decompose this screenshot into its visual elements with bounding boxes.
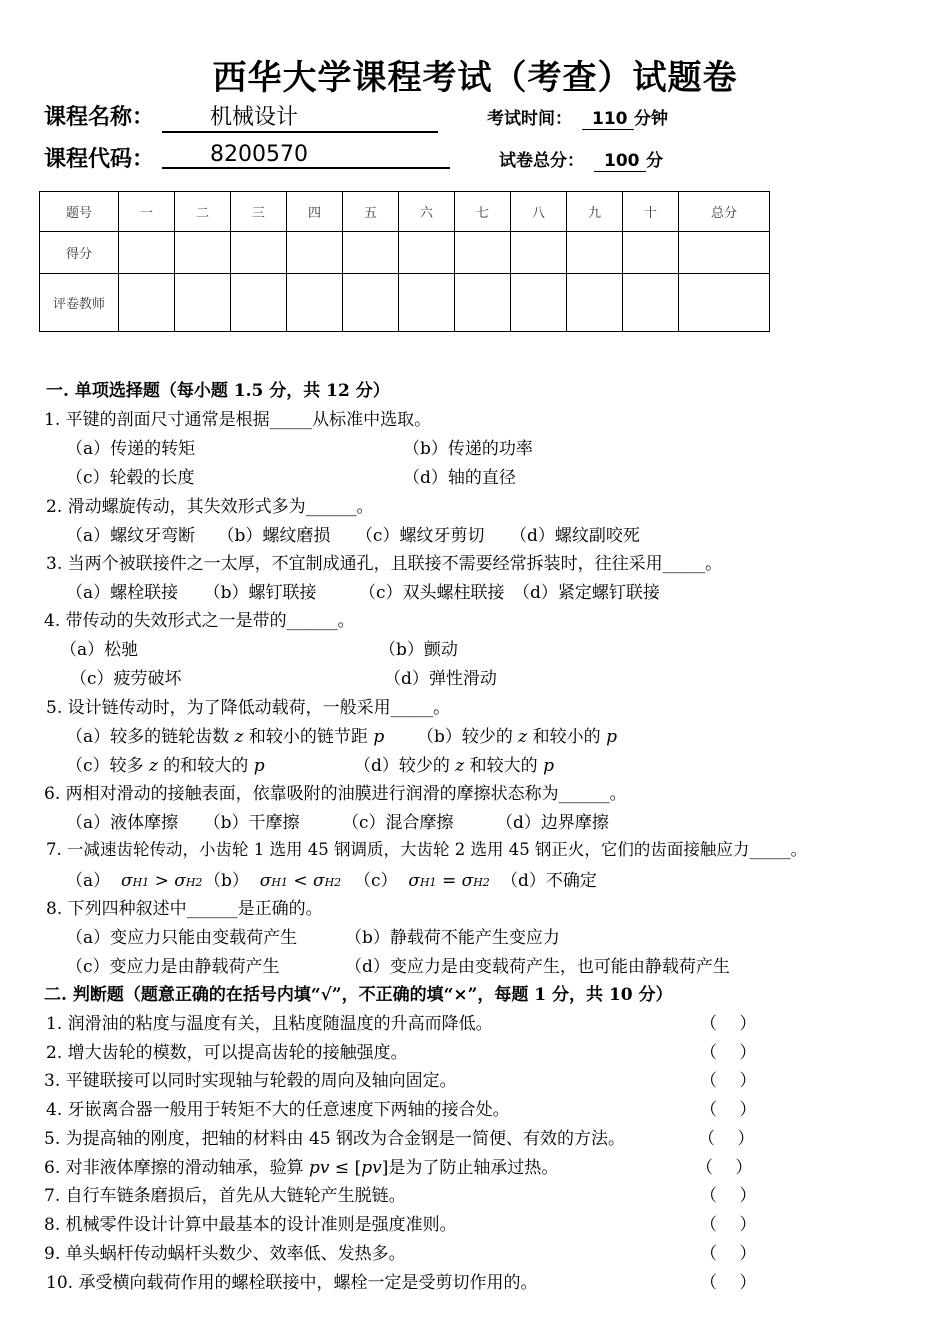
course-code-value: 8200570: [162, 142, 450, 169]
grader-cell: [679, 274, 770, 332]
judge-item-4: 4. 牙嵌离合器一般用于转矩不大的任意速度下两轴的接合处。: [46, 1100, 510, 1120]
q7-option-a: （a） σH1 > σH2: [66, 871, 203, 891]
q6-options: （a）液体摩擦 （b）干摩擦 （c）混合摩擦 （d）边界摩擦: [66, 813, 609, 833]
answer-paren[interactable]: （ ）: [700, 1186, 757, 1206]
col-header-total: 总分: [679, 192, 770, 232]
col-header: 三: [231, 192, 287, 232]
col-header: 七: [455, 192, 511, 232]
exam-title: 西华大学课程考试（考查）试题卷: [212, 58, 738, 98]
course-name-label: 课程名称：: [44, 105, 155, 130]
total-score-label: 试卷总分：: [499, 151, 584, 171]
score-cell: [175, 232, 231, 274]
score-cell: [679, 232, 770, 274]
q8-option-b: （b）静载荷不能产生变应力: [345, 928, 560, 948]
col-header: 一: [119, 192, 175, 232]
grader-cell: [231, 274, 287, 332]
question-1-stem: 1. 平键的剖面尺寸通常是根据_____从标准中选取。: [44, 410, 432, 430]
grader-cell: [119, 274, 175, 332]
q1-option-a: （a）传递的转矩: [66, 439, 196, 459]
q4-option-d: （d）弹性滑动: [384, 669, 497, 689]
question-5-stem: 5. 设计链传动时，为了降低动载荷，一般采用_____。: [46, 698, 451, 718]
score-cell: [399, 232, 455, 274]
judge-item-3: 3. 平键联接可以同时实现轴与轮毂的周向及轴向固定。: [44, 1071, 457, 1091]
q4-option-a: （a）松驰: [60, 640, 139, 660]
course-code-label: 课程代码：: [44, 147, 155, 172]
grader-cell: [175, 274, 231, 332]
judge-item-10: 10. 承受横向载荷作用的螺栓联接中，螺栓一定是受剪切作用的。: [46, 1273, 538, 1293]
grader-cell: [399, 274, 455, 332]
exam-time-label: 考试时间：: [487, 109, 572, 129]
answer-paren[interactable]: （ ）: [700, 1071, 757, 1091]
judge-item-6: 6. 对非液体摩擦的滑动轴承，验算 pv ≤ [pv]是为了防止轴承过热。: [44, 1158, 559, 1178]
question-6-stem: 6. 两相对滑动的接触表面，依靠吸附的油膜进行润滑的摩擦状态称为______。: [44, 784, 627, 804]
answer-paren[interactable]: （ ）: [698, 1129, 755, 1149]
q1-option-c: （c）轮毂的长度: [66, 468, 195, 488]
grader-cell: [287, 274, 343, 332]
q8-option-d: （d）变应力是由变载荷产生，也可能由静载荷产生: [345, 957, 730, 977]
q7-option-b: （b） σH1 < σH2: [204, 871, 342, 891]
q5-option-b: （b）较少的 z 和较小的 p: [417, 727, 617, 747]
grader-cell: [343, 274, 399, 332]
grader-cell: [567, 274, 623, 332]
row-label-question-number: 题号: [40, 192, 119, 232]
score-cell: [287, 232, 343, 274]
score-cell: [623, 232, 679, 274]
q8-option-c: （c）变应力是由静载荷产生: [66, 957, 280, 977]
q5-option-c: （c）较多 z 的和较大的 p: [66, 756, 265, 776]
total-score-unit: 分: [646, 151, 663, 171]
section-1-heading: 一. 单项选择题（每小题 1.5 分，共 12 分）: [46, 381, 390, 401]
answer-paren[interactable]: （ ）: [700, 1273, 757, 1293]
score-cell: [343, 232, 399, 274]
col-header: 五: [343, 192, 399, 232]
q1-option-b: （b）传递的功率: [403, 439, 533, 459]
q3-options: （a）螺栓联接 （b）螺钉联接 （c）双头螺柱联接 （d）紧定螺钉联接: [66, 583, 660, 603]
col-header: 九: [567, 192, 623, 232]
grader-cell: [623, 274, 679, 332]
col-header: 十: [623, 192, 679, 232]
grader-cell: [455, 274, 511, 332]
question-4-stem: 4. 带传动的失效形式之一是带的______。: [44, 611, 355, 631]
question-7-stem: 7. 一减速齿轮传动，小齿轮 1 选用 45 钢调质，大齿轮 2 选用 45 钢正火，它们的齿面接触应力_____。: [46, 840, 808, 859]
total-score-value: 100: [594, 151, 646, 172]
q4-option-b: （b）颤动: [379, 640, 458, 660]
col-header: 二: [175, 192, 231, 232]
question-8-stem: 8. 下列四种叙述中______是正确的。: [46, 899, 323, 919]
q5-option-d: （d）较少的 z 和较大的 p: [354, 756, 554, 776]
answer-paren[interactable]: （ ）: [700, 1244, 757, 1264]
q5-option-a: （a）较多的链轮齿数 z 和较小的链节距 p: [66, 727, 385, 747]
judge-item-9: 9. 单头蜗杆传动蜗杆头数少、效率低、发热多。: [44, 1244, 406, 1264]
exam-time-unit: 分钟: [634, 109, 668, 129]
row-label-score: 得分: [40, 232, 119, 274]
question-3-stem: 3. 当两个被联接件之一太厚，不宜制成通孔，且联接不需要经常拆装时，往往采用_____。: [46, 554, 723, 574]
q2-options: （a）螺纹牙弯断 （b）螺纹磨损 （c）螺纹牙剪切 （d）螺纹副咬死: [66, 526, 640, 546]
judge-item-8: 8. 机械零件设计计算中最基本的设计准则是强度准则。: [44, 1215, 457, 1235]
section-2-heading: 二. 判断题（题意正确的在括号内填“√”，不正确的填“×”，每题 1 分，共 10 分）: [44, 985, 673, 1005]
answer-paren[interactable]: （ ）: [696, 1158, 753, 1178]
score-cell: [119, 232, 175, 274]
score-cell: [231, 232, 287, 274]
q7-option-c: （c） σH1 = σH2: [354, 871, 490, 891]
score-cell: [567, 232, 623, 274]
score-cell: [455, 232, 511, 274]
score-table: [39, 191, 770, 332]
col-header: 六: [399, 192, 455, 232]
answer-paren[interactable]: （ ）: [700, 1043, 757, 1063]
answer-paren[interactable]: （ ）: [700, 1014, 757, 1034]
judge-item-7: 7. 自行车链条磨损后，首先从大链轮产生脱链。: [44, 1186, 406, 1206]
answer-paren[interactable]: （ ）: [700, 1100, 757, 1120]
q1-option-d: （d）轴的直径: [403, 468, 516, 488]
judge-item-5: 5. 为提高轴的刚度，把轴的材料由 45 钢改为合金钢是一简便、有效的方法。: [44, 1129, 626, 1149]
judge-item-1: 1. 润滑油的粘度与温度有关，且粘度随温度的升高而降低。: [46, 1014, 493, 1034]
exam-time-value: 110: [582, 109, 634, 130]
grader-cell: [511, 274, 567, 332]
col-header: 四: [287, 192, 343, 232]
judge-item-2: 2. 增大齿轮的模数，可以提高齿轮的接触强度。: [46, 1043, 408, 1063]
question-2-stem: 2. 滑动螺旋传动，其失效形式多为______。: [46, 497, 374, 517]
q7-option-d: （d）不确定: [501, 871, 597, 891]
score-cell: [511, 232, 567, 274]
row-label-grader: 评卷教师: [40, 274, 119, 332]
q4-option-c: （c）疲劳破坏: [70, 669, 182, 689]
course-name-value: 机械设计: [162, 100, 438, 133]
col-header: 八: [511, 192, 567, 232]
q8-option-a: （a）变应力只能由变载荷产生: [66, 928, 298, 948]
answer-paren[interactable]: （ ）: [700, 1215, 757, 1235]
